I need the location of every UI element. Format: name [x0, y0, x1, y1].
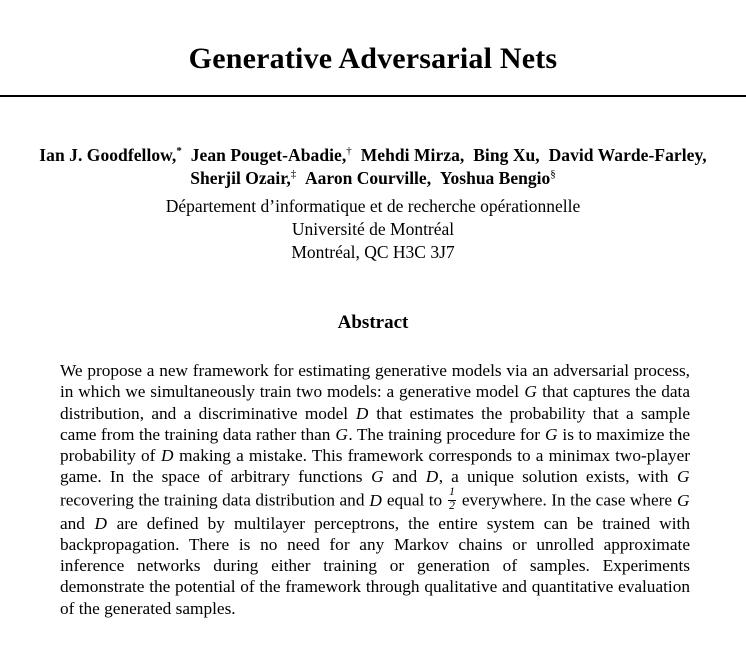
author-name: Sherjil Ozair,: [190, 168, 291, 189]
math-variable: D: [161, 446, 174, 465]
author-name: Yoshua Bengio: [439, 168, 551, 189]
affiliation-block: [0, 195, 746, 264]
author-footnote-marker: ‡: [290, 168, 297, 181]
author-line-1: [0, 144, 746, 167]
math-variable: D: [355, 403, 369, 423]
paper-title: Generative Adversarial Nets: [188, 42, 558, 76]
affiliation-line: Montréal, QC H3C 3J7: [291, 242, 455, 263]
fraction-denominator: 2: [449, 500, 455, 513]
math-variable: G: [677, 490, 690, 510]
author-block: [0, 144, 746, 190]
math-variable: G: [545, 424, 558, 444]
abstract-paragraph: We propose a new framework for estimating generative models via an adversarial process, in which we simultaneously train two models: a generative model G that captures the data distribution, and a discriminative model D that estimates the probability that a sample came from the training data rather than G. The training procedure for G is to maximize the probability of D making a mistake. This framework corresponds to a minimax two-player game. In the space of arbitrary functions G and D, a unique solution exists, with G recovering the training data distribution and D equal to $\frac{1}{2}$ everywhere. In the case where G and D are defined by multilayer perceptrons, the entire system can be trained with backpropagation. There is no need for any Markov chains or unrolled approximate inference networks during either training or generation of samples. Experiments demonstrate the potential of the framework through qualitative and quantitative evaluation of the generated samples.: [60, 361, 691, 618]
author-footnote-marker: †: [346, 145, 352, 158]
affiliation-line: Département d’informatique et de recherche opérationnelle: [165, 196, 581, 217]
author-name: Jean Pouget-Abadie,: [190, 145, 347, 166]
abstract-heading: Abstract: [337, 312, 409, 334]
math-variable: G: [524, 382, 537, 402]
math-variable: D: [94, 513, 108, 533]
math-variable: G: [371, 467, 384, 487]
author-name: David Warde-Farley,: [548, 145, 707, 166]
math-variable: G: [677, 467, 690, 487]
math-variable: D: [369, 490, 382, 510]
header-divider: [0, 95, 746, 97]
author-line-2: [0, 167, 746, 190]
author-name: Bing Xu,: [473, 145, 540, 166]
author-name: Aaron Courville,: [305, 168, 432, 189]
paper-page: [0, 20, 746, 652]
author-footnote-marker: §: [550, 168, 556, 181]
math-fraction: [447, 487, 458, 512]
author-footnote-marker: *: [176, 145, 182, 158]
math-variable: D: [425, 467, 439, 487]
math-variable: G: [335, 424, 348, 444]
author-name: Mehdi Mirza,: [360, 145, 465, 166]
author-name: Ian J. Goodfellow,: [39, 145, 177, 166]
abstract-body: [60, 360, 690, 619]
affiliation-line: Université de Montréal: [291, 219, 455, 240]
fraction-numerator: 1: [448, 487, 456, 500]
